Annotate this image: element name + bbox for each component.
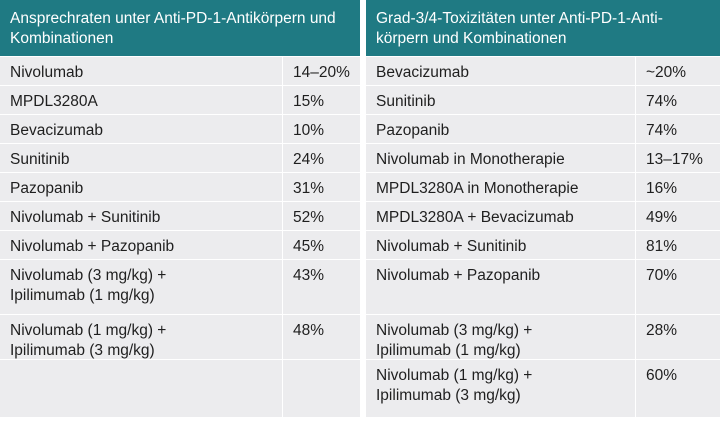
drug-name-cell: Nivolumab + Pazopanib xyxy=(366,260,636,314)
drug-name-line: Ipilimumab (3 mg/kg) xyxy=(376,387,521,404)
drug-name-cell: Nivolumab in Monotherapie xyxy=(366,144,636,172)
drug-name-cell: Nivolumab + Sunitinib xyxy=(366,231,636,259)
response-rate-cell: 31% xyxy=(293,180,325,197)
toxicity-rate-cell: 13–17% xyxy=(646,151,703,168)
table-row xyxy=(0,315,360,360)
toxicity-rate-cell: 74% xyxy=(646,122,678,139)
response-rate-cell: 52% xyxy=(293,209,325,226)
drug-name-cell: Bevacizumab xyxy=(0,115,283,143)
table-row xyxy=(0,144,360,173)
drug-name-cell: Bevacizumab xyxy=(366,57,636,85)
drug-name-line: Nivolumab (1 mg/kg) + xyxy=(10,322,167,339)
table-row xyxy=(0,115,360,144)
table-row xyxy=(366,360,720,417)
toxicity-rate-cell: 74% xyxy=(646,93,678,110)
toxicity-rate-cell: 70% xyxy=(646,267,678,284)
table-row xyxy=(366,57,720,86)
response-rates-header: Ansprechraten unter Anti-PD-1-Antikörpern und Kombinationen xyxy=(0,0,360,57)
table-row xyxy=(0,173,360,202)
toxicity-rate-cell: ~20% xyxy=(646,64,687,81)
drug-name-cell: Nivolumab + Pazopanib xyxy=(0,231,283,259)
empty-cell xyxy=(283,360,360,417)
table-row xyxy=(366,144,720,173)
table-row xyxy=(0,202,360,231)
toxicities-header xyxy=(366,0,720,57)
response-rate-cell: 24% xyxy=(293,151,325,168)
drug-name-cell xyxy=(366,315,636,359)
drug-name-line: Nivolumab (3 mg/kg) + xyxy=(10,267,167,284)
toxicities-rows xyxy=(366,57,720,417)
toxicity-rate-cell: 28% xyxy=(646,322,678,339)
drug-name-cell: Nivolumab + Sunitinib xyxy=(0,202,283,230)
response-rate-cell: 43% xyxy=(293,267,325,284)
table-row xyxy=(366,231,720,260)
toxicities-header-line: Grad-3/4-Toxizitäten unter Anti-PD-1-Anti- xyxy=(376,10,663,27)
toxicities-table xyxy=(360,0,720,429)
toxicities-header-line: körpern und Kombinationen xyxy=(376,30,567,47)
drug-name-line: Ipilimumab (3 mg/kg) xyxy=(10,342,155,359)
drug-name-cell xyxy=(366,360,636,417)
drug-name-cell xyxy=(0,315,283,359)
response-rate-cell: 10% xyxy=(293,122,325,139)
drug-name-cell: Sunitinib xyxy=(366,86,636,114)
drug-name-cell: Nivolumab xyxy=(0,57,283,85)
response-rate-cell: 14–20% xyxy=(293,64,350,81)
response-rate-cell: 48% xyxy=(293,322,325,339)
drug-name-cell: MPDL3280A + Bevacizumab xyxy=(366,202,636,230)
drug-name-line: Ipilimumab (1 mg/kg) xyxy=(376,342,521,359)
table-row xyxy=(366,260,720,315)
drug-name-line: Ipilimumab (1 mg/kg) xyxy=(10,287,155,304)
table-row xyxy=(0,57,360,86)
table-row xyxy=(366,173,720,202)
toxicity-rate-cell: 16% xyxy=(646,180,678,197)
toxicity-rate-cell: 81% xyxy=(646,238,678,255)
toxicity-rate-cell: 60% xyxy=(646,367,678,384)
empty-cell xyxy=(0,360,283,417)
drug-name-line: Nivolumab (1 mg/kg) + xyxy=(376,367,533,384)
table-row xyxy=(366,86,720,115)
drug-name-cell: MPDL3280A in Monotherapie xyxy=(366,173,636,201)
drug-name-cell xyxy=(0,260,283,314)
table-row xyxy=(366,115,720,144)
toxicity-rate-cell: 49% xyxy=(646,209,678,226)
response-rates-rows xyxy=(0,57,360,417)
table-row xyxy=(0,86,360,115)
table-row xyxy=(0,260,360,315)
table-row xyxy=(0,231,360,260)
table-row xyxy=(366,315,720,360)
drug-name-cell: Pazopanib xyxy=(0,173,283,201)
table-row xyxy=(366,202,720,231)
drug-name-cell: Pazopanib xyxy=(366,115,636,143)
table-row-empty xyxy=(0,360,360,417)
drug-name-cell: MPDL3280A xyxy=(0,86,283,114)
response-rate-cell: 15% xyxy=(293,93,325,110)
drug-name-cell: Sunitinib xyxy=(0,144,283,172)
response-rate-cell: 45% xyxy=(293,238,325,255)
drug-name-line: Nivolumab (3 mg/kg) + xyxy=(376,322,533,339)
